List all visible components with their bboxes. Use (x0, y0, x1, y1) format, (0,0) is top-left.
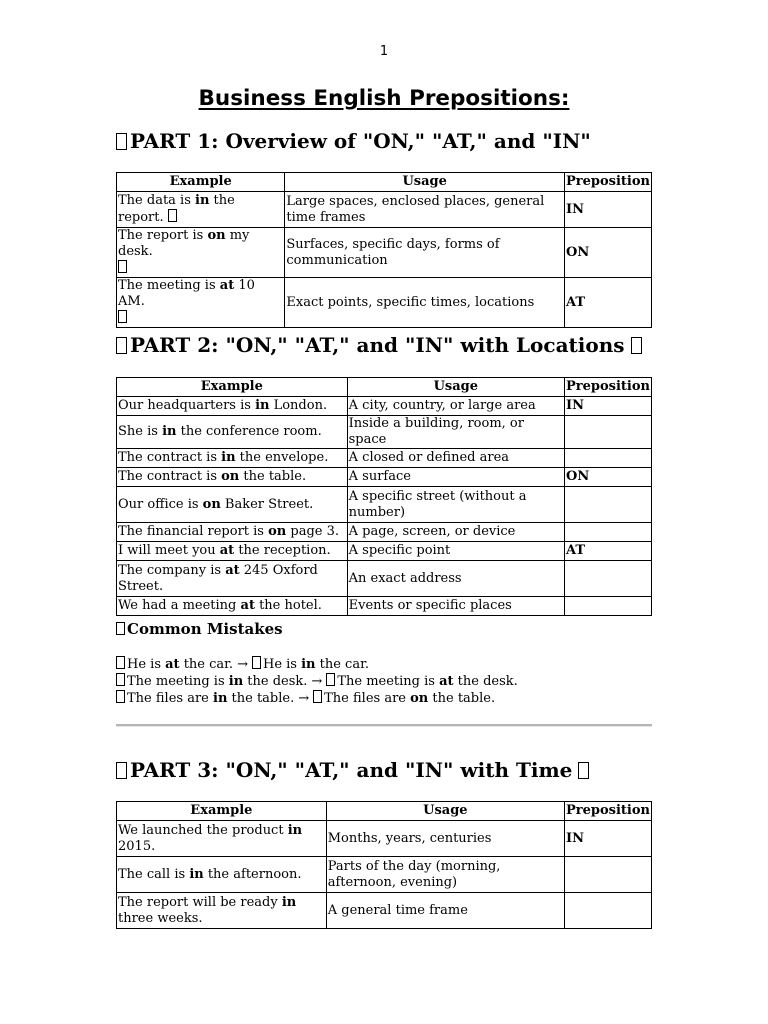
example-cell: The call is in the afternoon. (117, 857, 327, 893)
header-usage: Usage (285, 173, 565, 192)
table-row (117, 416, 652, 449)
example-cell: The contract is in the envelope. (117, 449, 348, 468)
usage-cell: Surfaces, specific days, forms of communication (285, 228, 565, 278)
header-preposition: Preposition (565, 802, 652, 821)
wrong-mark-icon (116, 690, 125, 703)
example-cell: I will meet you at the reception. (117, 542, 348, 561)
example-cell: The company is at 245 Oxford Street. (117, 561, 348, 597)
common-mistakes-heading (116, 620, 283, 638)
usage-cell: Large spaces, enclosed places, general time frames (285, 192, 565, 228)
usage-cell: A surface (347, 468, 564, 487)
horizontal-divider (116, 724, 652, 727)
example-cell: We launched the product in 2015. (117, 821, 327, 857)
example-cell: The report is on my desk. (117, 228, 285, 278)
document-title: Business English Prepositions: (198, 86, 570, 111)
preposition-cell: IN (565, 397, 652, 416)
preposition-cell (565, 597, 652, 616)
usage-cell: A general time frame (326, 893, 564, 929)
wrong-mark-icon (116, 656, 125, 669)
example-cell: The data is in the report. (117, 192, 285, 228)
preposition-cell (565, 523, 652, 542)
preposition-cell (565, 449, 652, 468)
usage-cell: Events or specific places (347, 597, 564, 616)
table-row (117, 597, 652, 616)
usage-cell: A specific street (without a number) (347, 487, 564, 523)
header-usage: Usage (326, 802, 564, 821)
part2-heading (116, 333, 642, 357)
correct-mark-icon (313, 690, 322, 703)
placeholder-glyph-icon (168, 209, 177, 222)
placeholder-glyph-icon (578, 762, 589, 779)
usage-cell: An exact address (347, 561, 564, 597)
placeholder-glyph-icon (116, 762, 127, 779)
example-cell: She is in the conference room. (117, 416, 348, 449)
header-example: Example (117, 173, 285, 192)
wrong-mark-icon (116, 673, 125, 686)
mistake-item: He is at the car. → He is in the car. (116, 656, 518, 673)
header-example: Example (117, 802, 327, 821)
table-row (117, 561, 652, 597)
part3-heading (116, 758, 589, 782)
usage-cell: Inside a building, room, or space (347, 416, 564, 449)
example-cell: The meeting is at 10 AM. (117, 278, 285, 328)
common-mistakes-list (116, 656, 518, 707)
part2-table (116, 377, 652, 616)
arrow-right-icon: → (237, 657, 248, 672)
header-preposition: Preposition (565, 173, 652, 192)
table-row (117, 487, 652, 523)
correct-mark-icon (252, 656, 261, 669)
mistake-item: The meeting is in the desk. → The meeting is at the desk. (116, 673, 518, 690)
placeholder-glyph-icon (116, 133, 127, 150)
preposition-cell: IN (565, 821, 652, 857)
usage-cell: A closed or defined area (347, 449, 564, 468)
preposition-cell: ON (565, 228, 652, 278)
table-row (117, 397, 652, 416)
preposition-cell: ON (565, 468, 652, 487)
mistake-item: The files are in the table. → The files are on the table. (116, 690, 518, 707)
preposition-cell: AT (565, 542, 652, 561)
preposition-cell: IN (565, 192, 652, 228)
header-example: Example (117, 378, 348, 397)
table-header-row (117, 173, 652, 192)
part1-heading (116, 129, 591, 153)
table-header-row (117, 378, 652, 397)
usage-cell: Exact points, specific times, locations (285, 278, 565, 328)
table-row (117, 523, 652, 542)
common-mistakes-heading-text: Common Mistakes (127, 620, 283, 638)
preposition-cell (565, 416, 652, 449)
usage-cell: A specific point (347, 542, 564, 561)
example-cell: Our headquarters is in London. (117, 397, 348, 416)
table-row (117, 468, 652, 487)
table-row (117, 857, 652, 893)
example-cell: Our office is on Baker Street. (117, 487, 348, 523)
preposition-cell (565, 561, 652, 597)
preposition-cell (565, 893, 652, 929)
placeholder-glyph-icon (116, 622, 125, 635)
example-cell: The financial report is on page 3. (117, 523, 348, 542)
usage-cell: Parts of the day (morning, afternoon, evening) (326, 857, 564, 893)
table-row (117, 821, 652, 857)
header-usage: Usage (347, 378, 564, 397)
placeholder-glyph-icon (116, 337, 127, 354)
usage-cell: A page, screen, or device (347, 523, 564, 542)
usage-cell: Months, years, centuries (326, 821, 564, 857)
table-row (117, 228, 652, 278)
table-row (117, 192, 652, 228)
arrow-right-icon: → (298, 691, 310, 706)
placeholder-glyph-icon (631, 337, 642, 354)
placeholder-glyph-icon (118, 310, 127, 323)
preposition-cell: AT (565, 278, 652, 328)
page-number: 1 (379, 44, 389, 59)
table-row (117, 542, 652, 561)
part3-table (116, 801, 652, 929)
preposition-cell (565, 857, 652, 893)
placeholder-glyph-icon (118, 260, 127, 273)
arrow-right-icon: → (311, 674, 323, 689)
part3-heading-text: PART 3: "ON," "AT," and "IN" with Time (130, 758, 573, 782)
usage-cell: A city, country, or large area (347, 397, 564, 416)
example-cell: The contract is on the table. (117, 468, 348, 487)
part1-table (116, 172, 652, 328)
table-row (117, 893, 652, 929)
table-row (117, 278, 652, 328)
example-cell: The report will be ready in three weeks. (117, 893, 327, 929)
example-cell: We had a meeting at the hotel. (117, 597, 348, 616)
correct-mark-icon (326, 673, 335, 686)
preposition-cell (565, 487, 652, 523)
table-row (117, 449, 652, 468)
table-header-row (117, 802, 652, 821)
header-preposition: Preposition (565, 378, 652, 397)
part1-heading-text: PART 1: Overview of "ON," "AT," and "IN" (130, 129, 591, 153)
part2-heading-text: PART 2: "ON," "AT," and "IN" with Locations (130, 333, 625, 357)
